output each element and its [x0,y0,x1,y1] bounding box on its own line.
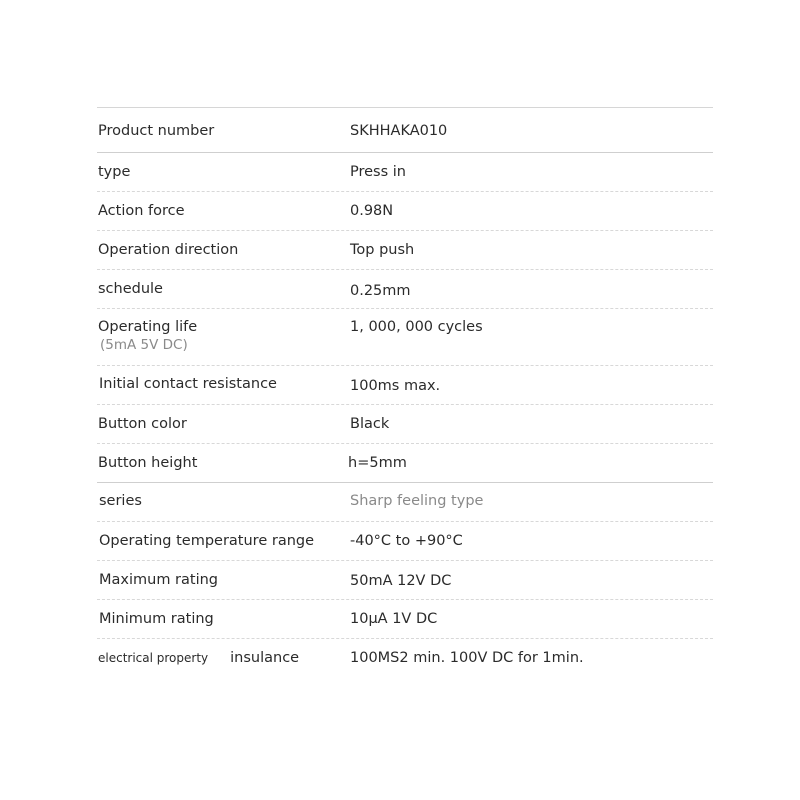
spec-value: 0.25mm [350,283,411,299]
spec-label: electrical property [98,651,209,665]
spec-label: Product number [98,123,215,139]
spec-value: Black [350,416,390,432]
spec-row-minimum-rating [97,600,713,639]
spec-value: Top push [350,242,415,258]
spec-value: 10μA 1V DC [350,611,438,627]
spec-row-button-color [97,405,713,444]
spec-row-button-height [97,444,713,483]
spec-label-note: (5mA 5V DC) [100,337,188,353]
spec-value: 100ms max. [350,378,441,394]
spec-value: 0.98N [350,203,394,219]
spec-value: Press in [350,164,406,180]
spec-label: Action force [98,203,185,219]
spec-table [97,107,713,675]
spec-label: Operating temperature range [99,533,315,549]
spec-label: Minimum rating [99,611,214,627]
spec-label: Button height [98,455,198,471]
spec-row-operation-direction [97,231,713,270]
spec-row-contact-resistance [97,366,713,405]
spec-label: Initial contact resistance [99,376,277,392]
spec-label-group [97,649,350,667]
spec-row-electrical-property [97,639,713,675]
spec-row-series [97,483,713,522]
spec-label: Maximum rating [99,572,219,588]
spec-value: h=5mm [348,455,407,471]
spec-value: 1, 000, 000 cycles [350,319,483,335]
spec-row-temperature-range [97,522,713,561]
spec-value: SKHHAKA010 [350,123,448,139]
spec-row-operating-life [97,309,713,366]
spec-row-action-force [97,192,713,231]
spec-row-schedule [97,270,713,309]
spec-sublabel: insulance [230,650,300,666]
spec-value: Sharp feeling type [350,493,484,509]
spec-value: 50mA 12V DC [350,573,452,589]
spec-label: type [98,164,131,180]
spec-row-maximum-rating [97,561,713,600]
spec-label: series [99,493,142,509]
spec-label: schedule [98,281,163,297]
spec-label: Operating life [98,319,198,335]
spec-label-group [97,318,350,354]
spec-label: Button color [98,416,187,432]
spec-row-type [97,153,713,192]
spec-row-product-number [97,108,713,153]
spec-label: Operation direction [98,242,239,258]
spec-value: 100MS2 min. 100V DC for 1min. [350,650,584,666]
spec-value: -40°C to +90°C [350,533,463,549]
